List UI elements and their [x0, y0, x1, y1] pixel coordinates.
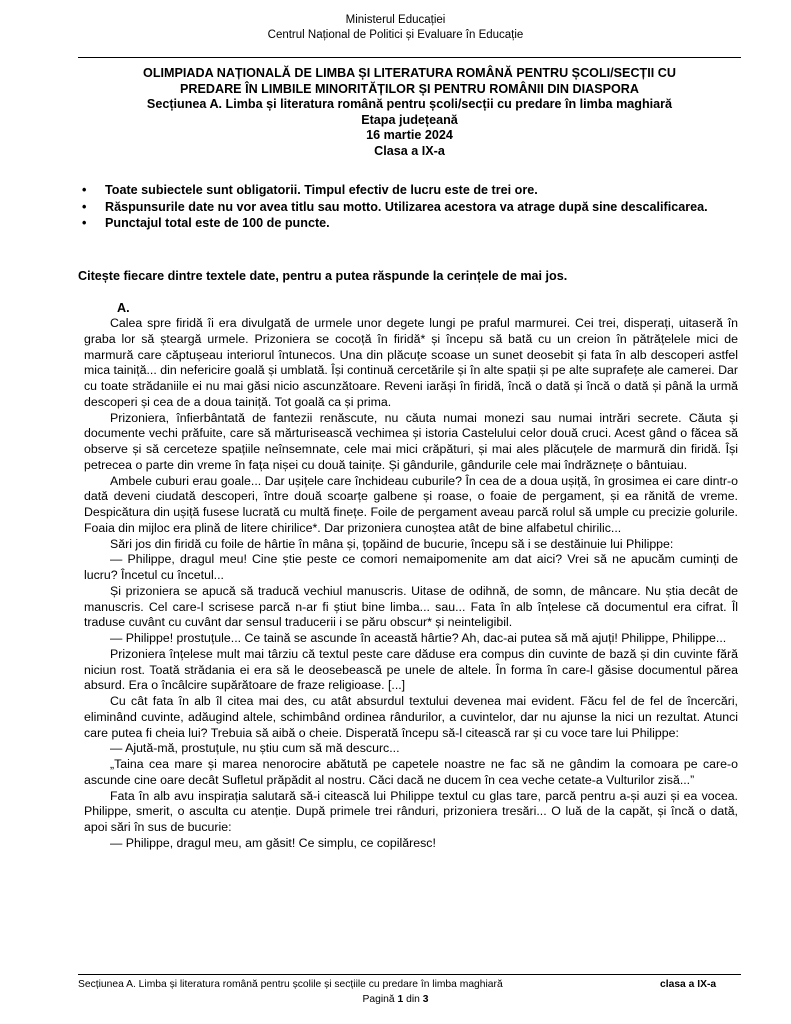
rule-item: [78, 215, 741, 232]
title-line-2: PREDARE ÎN LIMBILE MINORITĂȚILOR ȘI PENTRU ROMÂNII DIN DIASPORA: [180, 81, 639, 96]
text-paragraph: — Philippe! prostuțule... Ce taină se ascunde în această hârtie? Ah, dac-ai putea să mă ajuți! Philippe, Philippe...: [110, 631, 727, 645]
ministry-name: Ministerul Educației: [345, 14, 446, 26]
rule-item: [78, 199, 741, 216]
text-paragraph: Prizoniera înțelese mult mai târziu că textul peste care dăduse era compus din cuvinte de bază și din cuvinte fără niciun rost. Toată strădania ei era să le deosebească pe unele de altele. În forma în care-l găsise documentul părea absurd. Era o încâlcire supărătoare de fraze religioase. [...]: [84, 646, 738, 693]
stage-title: Etapa județeană: [361, 112, 458, 127]
header-divider: [78, 57, 741, 58]
bullet-icon: •: [82, 183, 87, 197]
page-header: [0, 13, 791, 43]
footer-divider: [78, 974, 741, 975]
section-a-label: A.: [117, 301, 130, 315]
bullet-icon: •: [82, 216, 87, 231]
page-total: 3: [422, 994, 429, 1005]
text-paragraph: — Philippe, dragul meu, am găsit! Ce simplu, ce copilăresc!: [110, 835, 436, 850]
text-paragraph: Calea spre firidă îi era divulgată de urmele unor degete lungi pe praful marmurei. Cei trei, disperați, uitaseră în graba lor să șteargă urmele. Prizoniera se cocoță în firidă* și începu să bată cu un creion în pătrățelele mici de marmură care căptușeau interiorul întunecos. Una din plăcuțe scoase un sunet deosebit și fata în alb descoperi astfel mica tainiță... din nefericire goală și umblată. Își continuă cercetările și în alte spații și pe alte suprafețe ale camerei. Dar cu toate strădaniile ei nu mai găsi nicio ascunzătoare. Reveni iarăși în firidă, încă o dată și încă o dată și până la urmă descoperi și cea de a doua tainiță. Tot goală ca și prima.: [84, 316, 738, 409]
text-paragraph: — Philippe, dragul meu! Cine știe peste ce comori nemaipomenite am dat aici? Vrei să ne apucăm cuminți de lucru? Încetul cu încetul...: [84, 552, 738, 582]
rule-text: Toate subiectele sunt obligatorii. Timpul efectiv de lucru este de trei ore.: [105, 183, 538, 197]
text-paragraph: Prizoniera, înfierbântată de fantezii renăscute, nu căuta numai monezi sau numai intrări secrete. Căuta și documente vechi prăfuite, care să mărturisească vechimea și istoria Castelului celor două cruci. Acest gând o făcea să observe și să cerceteze spațiile neînsemnate, cele mai mici crăpături, și mai ales plăcuțele de marmură din firidă. Își petrecea o parte din vreme în fața nișei cu două tainițe. Și gândurile, gândurile cele mai îndrăznețe o bântuiau.: [84, 410, 738, 472]
center-name: Centrul Național de Politici și Evaluare în Educație: [267, 29, 524, 41]
footer-section-text: Secțiunea A. Limba și literatura română pentru școlile și secțiile cu predare în limba maghiară: [78, 979, 503, 990]
exam-date: 16 martie 2024: [366, 128, 453, 143]
rules-list: [78, 182, 741, 232]
text-paragraph: Fata în alb avu inspirația salutară să-i citească lui Philippe textul cu glas tare, parcă pentru a-și auzi și ea vocea. Philippe, smerit, o asculta cu atenție. După primele trei rânduri, prizoniera tresări... O luă de la capăt, și încă o dată, apoi sări în sus de bucurie:: [84, 788, 738, 834]
title-line-1: OLIMPIADA NAȚIONALĂ DE LIMBA ȘI LITERATURA ROMÂNĂ PENTRU ȘCOLI/SECȚII CU: [143, 66, 676, 80]
bullet-icon: •: [82, 199, 87, 214]
section-title: Secțiunea A. Limba și literatura română pentru școli/secții cu predare în limba maghiară: [146, 97, 673, 112]
text-paragraph: — Ajută-mă, prostuțule, nu știu cum să mă descurc...: [110, 741, 400, 756]
rule-text: Răspunsurile date nu vor avea titlu sau motto. Utilizarea acestora va atrage după sine descalificarea.: [105, 199, 708, 214]
rule-item: [78, 182, 741, 199]
page-current: 1: [397, 994, 404, 1005]
page-number: [0, 993, 791, 1006]
text-paragraph: Sări jos din firidă cu foile de hârtie în mâna și, țopăind de bucurie, începu să i se destăinuie lui Philippe:: [110, 536, 674, 551]
text-paragraph: „Taina cea mare și marea nenorocire abătută pe capetele noastre ne fac să ne gândim la comoara pe care-o ascunde cine oare decât Sufletul prăpădit al nostru. Căci dacă ne ducem în cea veche cetate-a Vulturilor zisă...”: [84, 757, 738, 787]
reading-instruction: Citește fiecare dintre textele date, pentru a putea răspunde la cerințele de mai jos.: [78, 269, 568, 283]
grade-title: Clasa a IX-a: [374, 143, 445, 158]
text-a-body: [84, 316, 738, 852]
page-word: Pagină: [362, 994, 395, 1005]
text-paragraph: Ambele cuburi erau goale... Dar ușițele care închideau cuburile? În cea de a doua ușiță, în grosimea ei care dintr-o dată deveni ciudată descoperi, între două scoarțe galbene și roase, o foaie de pergament, și ea rănită de vreme. Despicătura din ușiță fusese lucrată cu multă finețe. Foile de pergament aveau parcă rolul să umple cu precizie golurile. Foaia din mijloc era plină de litere chirilice*. Dar prizoniera cunoștea atât de bine alfabetul chirilic...: [84, 473, 738, 535]
rule-text: Punctajul total este de 100 de puncte.: [105, 216, 330, 231]
text-paragraph: Și prizoniera se apucă să traducă vechiul manuscris. Uitase de odihnă, de somn, de mâncare. Nu știa decât de manuscris. Cel care-l scrisese parcă n-ar fi știut bine limba... sau... Fata în alb înțelese că documentul era cifrat. Îl traduse cuvânt cu cuvânt dar sensul traducerii i se păru obscur* și neinteligibil.: [84, 583, 738, 630]
title-block: [78, 66, 741, 160]
text-paragraph: Cu cât fata în alb îl citea mai des, cu atât absurdul textului devenea mai evident. Făcu fel de fel de încercări, eliminând cuvinte, adăugind altele, schimbând ordinea rândurilor, a cuvintelor, dar nu ajunse la nici un rezultat. Atunci care putea fi cheia lui? Trebuia să aibă o cheie. Disperată începu să-l citească rar și cu voce tare lui Philippe:: [84, 694, 738, 740]
page-of: din: [406, 994, 420, 1005]
footer-grade: clasa a IX-a: [660, 979, 717, 990]
